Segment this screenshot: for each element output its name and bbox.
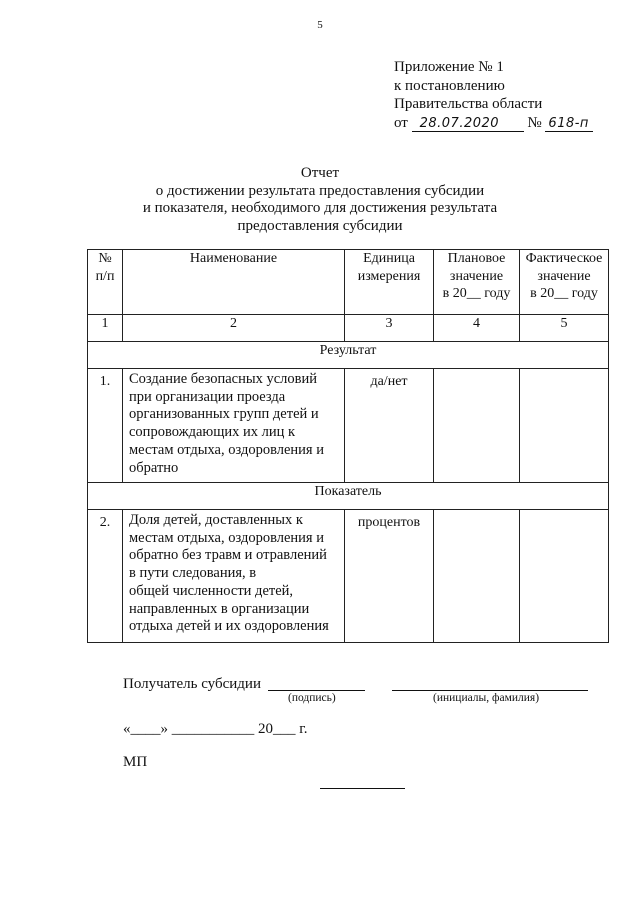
report-table bbox=[87, 249, 609, 643]
column-number-row bbox=[88, 315, 609, 342]
header-name: Наименование bbox=[123, 250, 345, 315]
header-plan: Плановое значение в 20__ году bbox=[434, 250, 520, 315]
name-caption: (инициалы, фамилия) bbox=[433, 692, 540, 704]
column-number: 2 bbox=[123, 315, 345, 342]
appendix-block bbox=[394, 58, 593, 132]
table-row bbox=[88, 510, 609, 643]
title-line-4: предоставления субсидии bbox=[237, 217, 403, 234]
title-line-1: Отчет bbox=[300, 165, 340, 181]
section-label: Результат bbox=[88, 342, 609, 369]
row-name: Создание безопасных условий при организации проезда организованных групп детей и сопровождающих их лиц к местам отдыха, оздоровления и обратно bbox=[123, 369, 345, 483]
signature-line bbox=[268, 690, 365, 691]
table-header-row bbox=[88, 250, 609, 315]
title-line-3: и показателя, необходимого для достижения результата bbox=[142, 200, 498, 216]
row-plan-value bbox=[434, 510, 520, 643]
appendix-number: 618-п bbox=[548, 115, 589, 131]
page-number: 5 bbox=[317, 19, 323, 31]
date-line: «____» ___________ 20___ г. bbox=[123, 721, 308, 737]
appendix-date-line bbox=[394, 114, 593, 133]
report-title bbox=[0, 165, 640, 235]
appendix-line-1: Приложение № 1 bbox=[394, 59, 504, 75]
row-name: Доля детей, доставленных к местам отдыха, оздоровления и обратно без травм и отравлений в пути следования, в общей численности детей, направленных в организации отдыха детей и их оздоровления bbox=[123, 510, 345, 643]
recipient-label: Получатель субсидии bbox=[123, 676, 261, 692]
column-number: 3 bbox=[345, 315, 434, 342]
header-num: № п/п bbox=[88, 250, 123, 315]
section-label: Показатель bbox=[88, 483, 609, 510]
row-plan-value bbox=[434, 369, 520, 483]
row-unit: да/нет bbox=[345, 369, 434, 483]
row-fact-value bbox=[520, 369, 609, 483]
stamp-label: МП bbox=[123, 754, 148, 770]
appendix-number-prefix: № bbox=[527, 114, 542, 131]
row-unit: процентов bbox=[345, 510, 434, 643]
column-number: 4 bbox=[434, 315, 520, 342]
table-row bbox=[88, 369, 609, 483]
bottom-divider bbox=[320, 788, 405, 789]
signature-caption: (подпись) bbox=[288, 692, 336, 704]
row-fact-value bbox=[520, 510, 609, 643]
header-unit: Единица измерения bbox=[345, 250, 434, 315]
appendix-from-prefix: от bbox=[394, 114, 408, 131]
row-index: 1. bbox=[88, 369, 123, 483]
appendix-line-2: к постановлению bbox=[394, 77, 505, 94]
title-line-2: о достижении результата предоставления субсидии bbox=[155, 182, 485, 199]
column-number: 1 bbox=[88, 315, 123, 342]
section-row-result bbox=[88, 342, 609, 369]
column-number: 5 bbox=[520, 315, 609, 342]
header-fact: Фактическое значение в 20__ году bbox=[520, 250, 609, 315]
row-index: 2. bbox=[88, 510, 123, 643]
appendix-date: 28.07.2020 bbox=[419, 115, 500, 131]
name-line bbox=[392, 690, 588, 691]
appendix-line-3: Правительства области bbox=[394, 96, 543, 112]
section-row-indicator bbox=[88, 483, 609, 510]
